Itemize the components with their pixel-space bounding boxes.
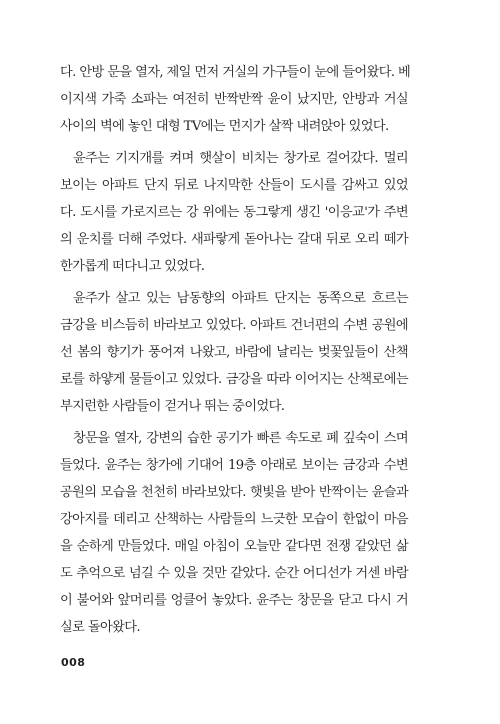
text-line: 부지런한 사람들이 걷거나 뛰는 중이었다. bbox=[60, 399, 285, 414]
text-line: 창문을 열자, 강변의 습한 공기가 빠른 속도로 폐 깊숙이 스며 bbox=[73, 431, 408, 446]
text-line: 한가롭게 떠다니고 있었다. bbox=[60, 259, 205, 274]
text-line: 다. 도시를 가로지르는 강 위에는 동그랗게 생긴 '이응교'가 주변 bbox=[60, 205, 408, 220]
body-text bbox=[60, 59, 411, 641]
text-line: 보이는 아파트 단지 뒤로 나지막한 산들이 도시를 감싸고 있었 bbox=[60, 178, 408, 193]
text-line: 윤주가 살고 있는 남동향의 아파트 단지는 동쪽으로 흐르는 bbox=[73, 291, 408, 306]
text-line: 로를 하얗게 물들이고 있었다. 금강을 따라 이어지는 산책로에는 bbox=[60, 372, 408, 387]
page-number: 008 bbox=[61, 656, 86, 669]
text-line: 선 봄의 향기가 풍어져 나왔고, 바람에 날리는 벚꽃잎들이 산책 bbox=[60, 345, 408, 360]
text-line: 공원의 모습을 천천히 바라보았다. 햇빛을 받아 반짝이는 윤슬과 bbox=[60, 485, 408, 500]
paragraph bbox=[60, 145, 408, 280]
text-line: 도 추억으로 넘길 수 있을 것만 같았다. 순간 어디선가 거센 바람 bbox=[60, 566, 408, 581]
paragraph bbox=[60, 59, 411, 140]
text-line: 을 순하게 만들었다. 매일 아침이 오늘만 같다면 전쟁 같았던 삶 bbox=[60, 539, 408, 554]
text-line: 다. 안방 문을 열자, 제일 먼저 거실의 가구들이 눈에 들어왔다. 베 bbox=[60, 65, 411, 80]
paragraph bbox=[60, 285, 408, 420]
text-line: 이 불어와 앞머리를 엉클어 놓았다. 윤주는 창문을 닫고 다시 거 bbox=[60, 593, 408, 608]
text-line: 이지색 가죽 소파는 여전히 반짝반짝 윤이 났지만, 안방과 거실 bbox=[60, 92, 408, 107]
paragraph bbox=[60, 425, 408, 641]
text-line: 실로 돌아왔다. bbox=[60, 620, 141, 635]
text-line: 강아지를 데리고 산책하는 사람들의 느긋한 모습이 한없이 마음 bbox=[60, 512, 408, 527]
text-line: 윤주는 기지개를 켜며 햇살이 비치는 창가로 걸어갔다. 멀리 bbox=[73, 151, 408, 166]
text-line: 들었다. 윤주는 창가에 기대어 19층 아래로 보이는 금강과 수변 bbox=[60, 458, 408, 473]
text-line: 사이의 벽에 놓인 대형 TV에는 먼지가 살짝 내려앉아 있었다. bbox=[60, 119, 389, 134]
text-line: 금강을 비스듬히 바라보고 있었다. 아파트 건너편의 수변 공원에 bbox=[60, 318, 408, 333]
text-line: 의 운치를 더해 주었다. 새파랗게 돋아나는 갈대 뒤로 오리 떼가 bbox=[60, 232, 408, 247]
